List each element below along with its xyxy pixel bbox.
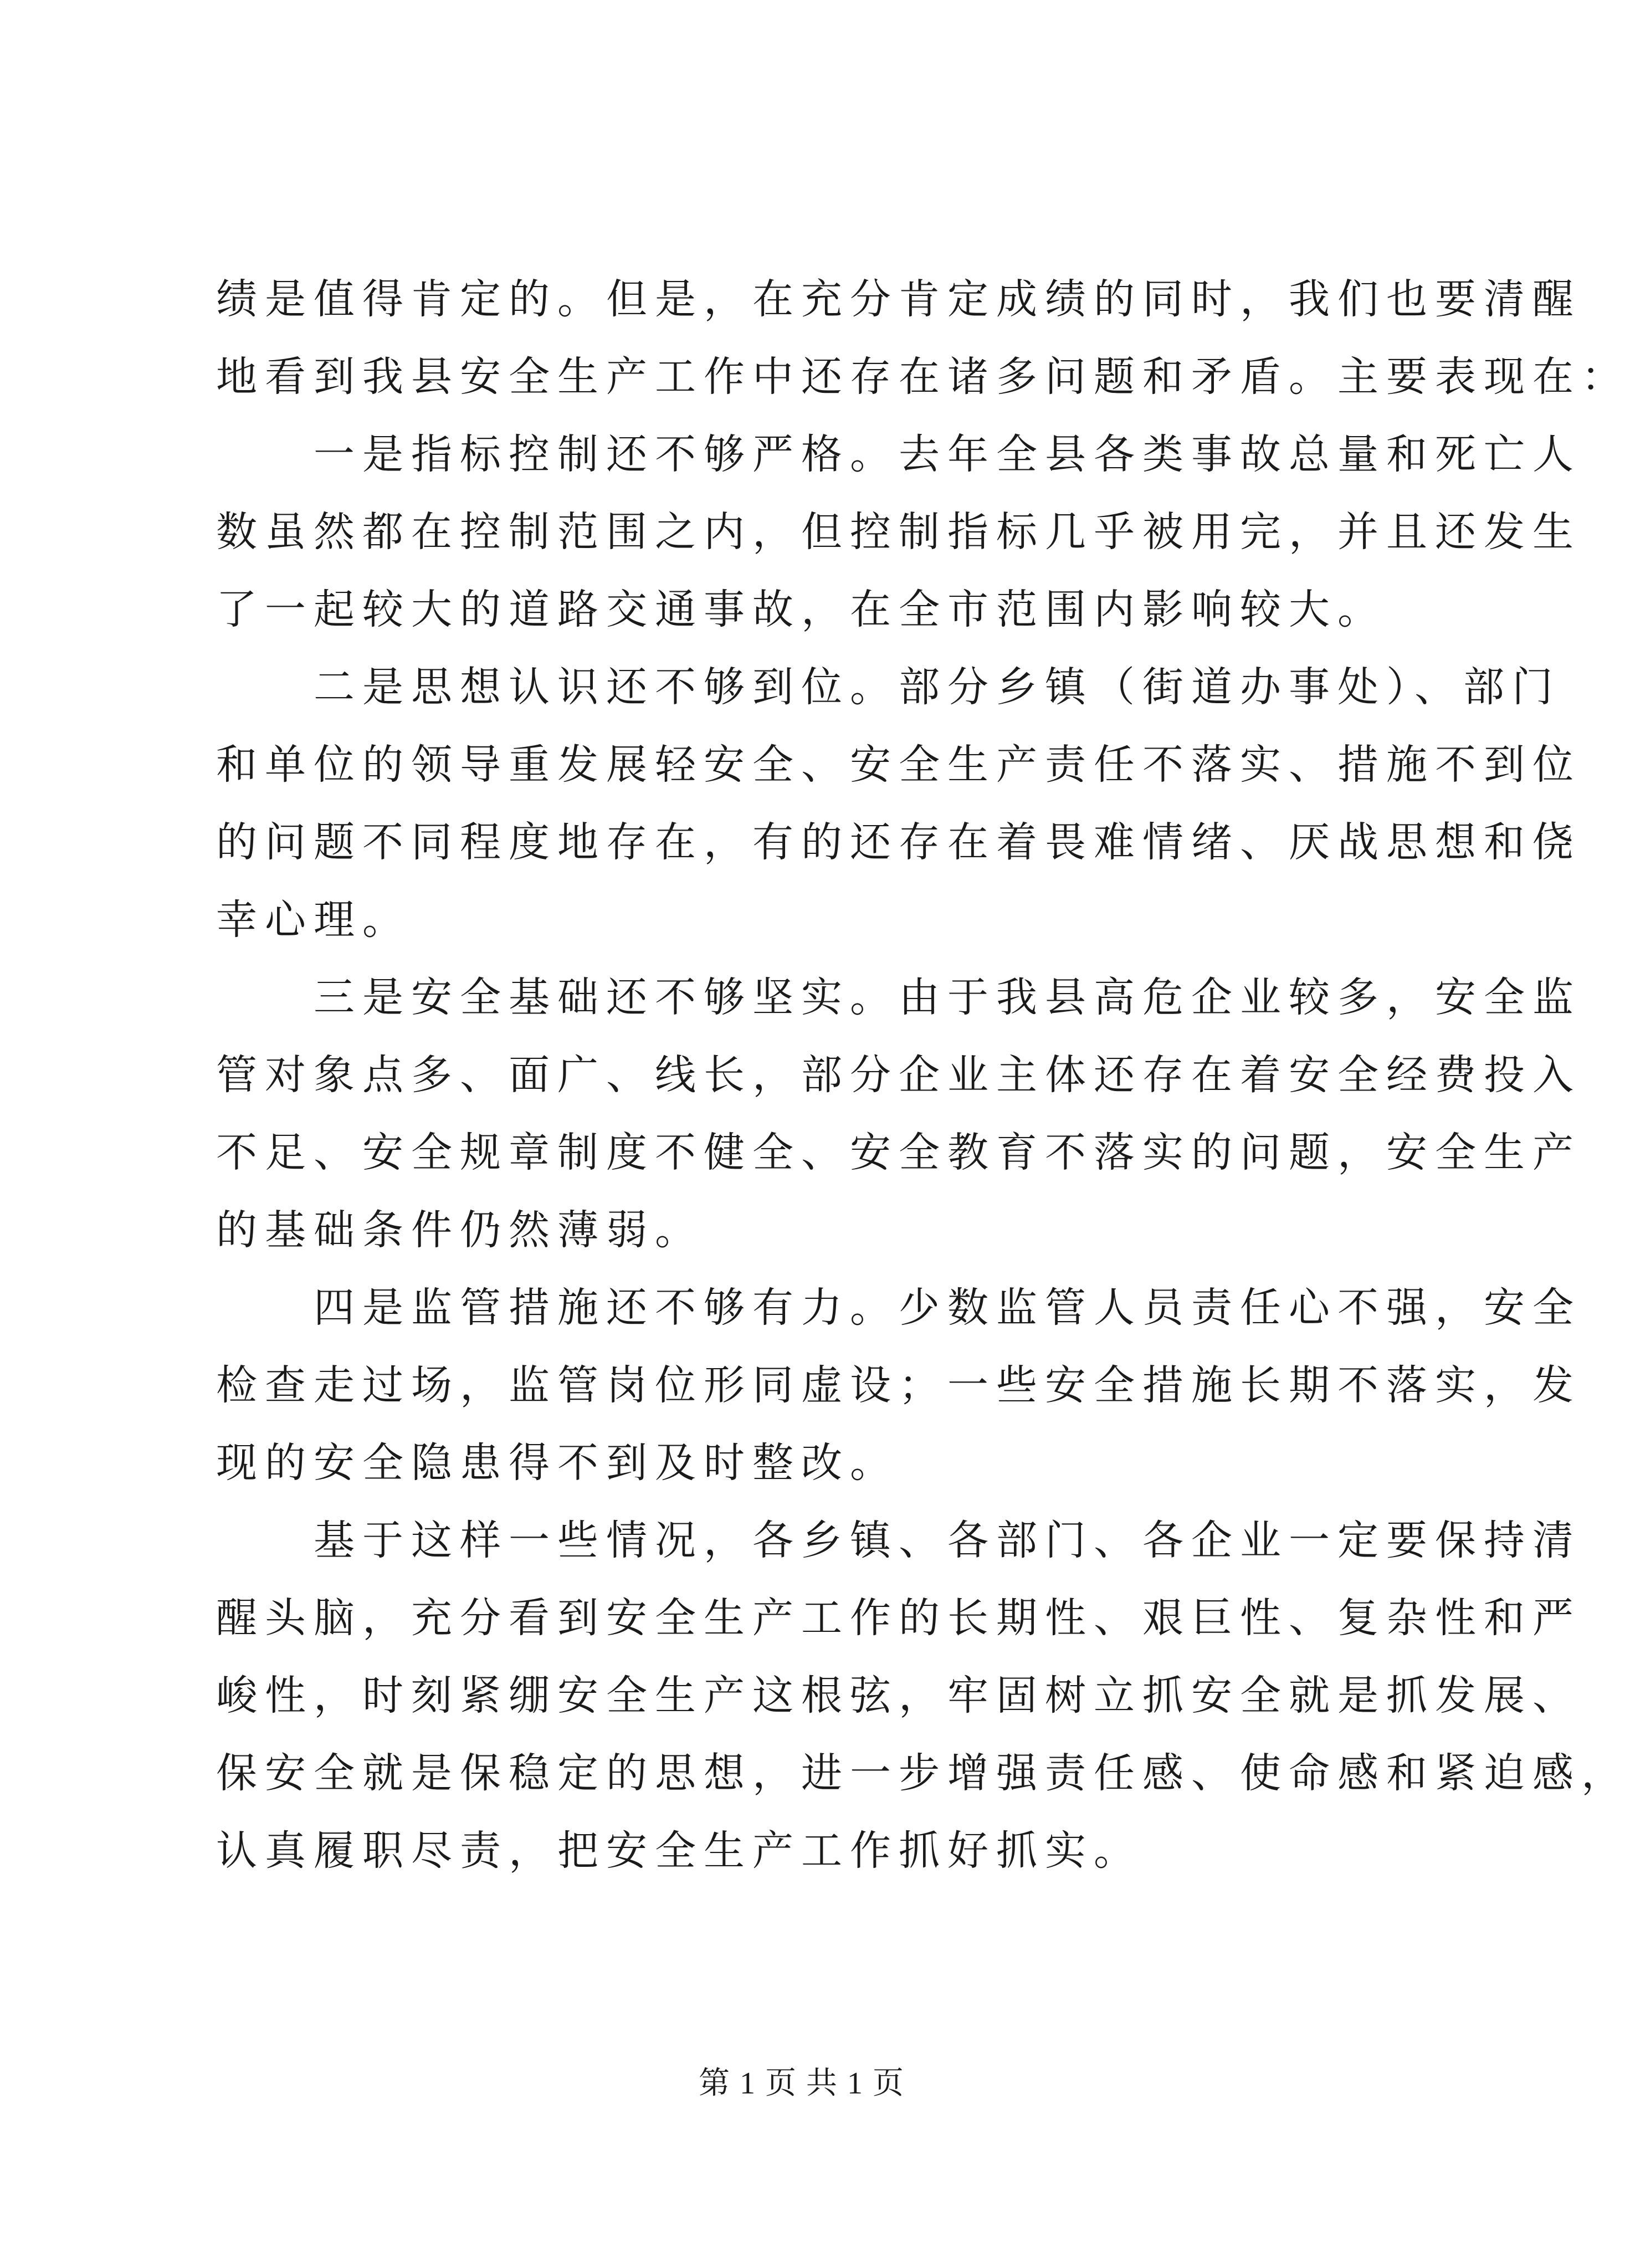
paragraph-line: 现的安全隐患得不到及时整改。 xyxy=(216,1439,899,1487)
paragraph xyxy=(216,648,1581,959)
paragraph-line: 醒头脑，充分看到安全生产工作的长期性、艰巨性、复杂性和严 xyxy=(216,1594,1581,1642)
paragraph-line: 管对象点多、面广、线长，部分企业主体还存在着安全经费投入 xyxy=(216,1051,1581,1099)
paragraph-line: 绩是值得肯定的。但是，在充分肯定成绩的同时，我们也要清醒 xyxy=(216,275,1581,323)
document-body xyxy=(216,260,1630,1890)
paragraph-line: 一是指标控制还不够严格。去年全县各类事故总量和死亡人 xyxy=(314,431,1581,478)
paragraph-line: 保安全就是保稳定的思想，进一步增强责任感、使命感和紧迫感， xyxy=(216,1749,1630,1797)
paragraph-line: 三是安全基础还不够坚实。由于我县高危企业较多，安全监 xyxy=(314,974,1581,1021)
paragraph xyxy=(216,959,1581,1269)
paragraph xyxy=(216,416,1581,648)
paragraph-line: 不足、安全规章制度不健全、安全教育不落实的问题，安全生产 xyxy=(216,1129,1581,1176)
paragraph xyxy=(216,1269,1581,1502)
page-footer: 第 1 页 共 1 页 xyxy=(699,2066,905,2101)
paragraph-line: 的问题不同程度地存在，有的还存在着畏难情绪、厌战思想和侥 xyxy=(216,818,1581,866)
paragraph-line: 幸心理。 xyxy=(216,896,411,944)
paragraph-line: 认真履职尽责，把安全生产工作抓好抓实。 xyxy=(216,1827,1142,1875)
paragraph xyxy=(216,260,1630,416)
paragraph-line: 四是监管措施还不够有力。少数监管人员责任心不强，安全 xyxy=(314,1284,1581,1332)
paragraph-line: 数虽然都在控制范围之内，但控制指标几乎被用完，并且还发生 xyxy=(216,508,1581,556)
paragraph-line: 峻性，时刻紧绷安全生产这根弦，牢固树立抓安全就是抓发展、 xyxy=(216,1672,1581,1719)
paragraph-line: 地看到我县安全生产工作中还存在诸多问题和矛盾。主要表现在： xyxy=(216,353,1630,401)
paragraph-line: 和单位的领导重发展轻安全、安全生产责任不落实、措施不到位 xyxy=(216,741,1581,789)
paragraph-line: 二是思想认识还不够到位。部分乡镇（街道办事处）、部门 xyxy=(314,663,1561,711)
paragraph-line: 基于这样一些情况，各乡镇、各部门、各企业一定要保持清 xyxy=(314,1517,1581,1564)
paragraph-line: 了一起较大的道路交通事故，在全市范围内影响较大。 xyxy=(216,586,1386,633)
paragraph-line: 的基础条件仍然薄弱。 xyxy=(216,1206,704,1254)
paragraph-line: 检查走过场，监管岗位形同虚设；一些安全措施长期不落实，发 xyxy=(216,1361,1581,1409)
paragraph xyxy=(216,1502,1630,1890)
